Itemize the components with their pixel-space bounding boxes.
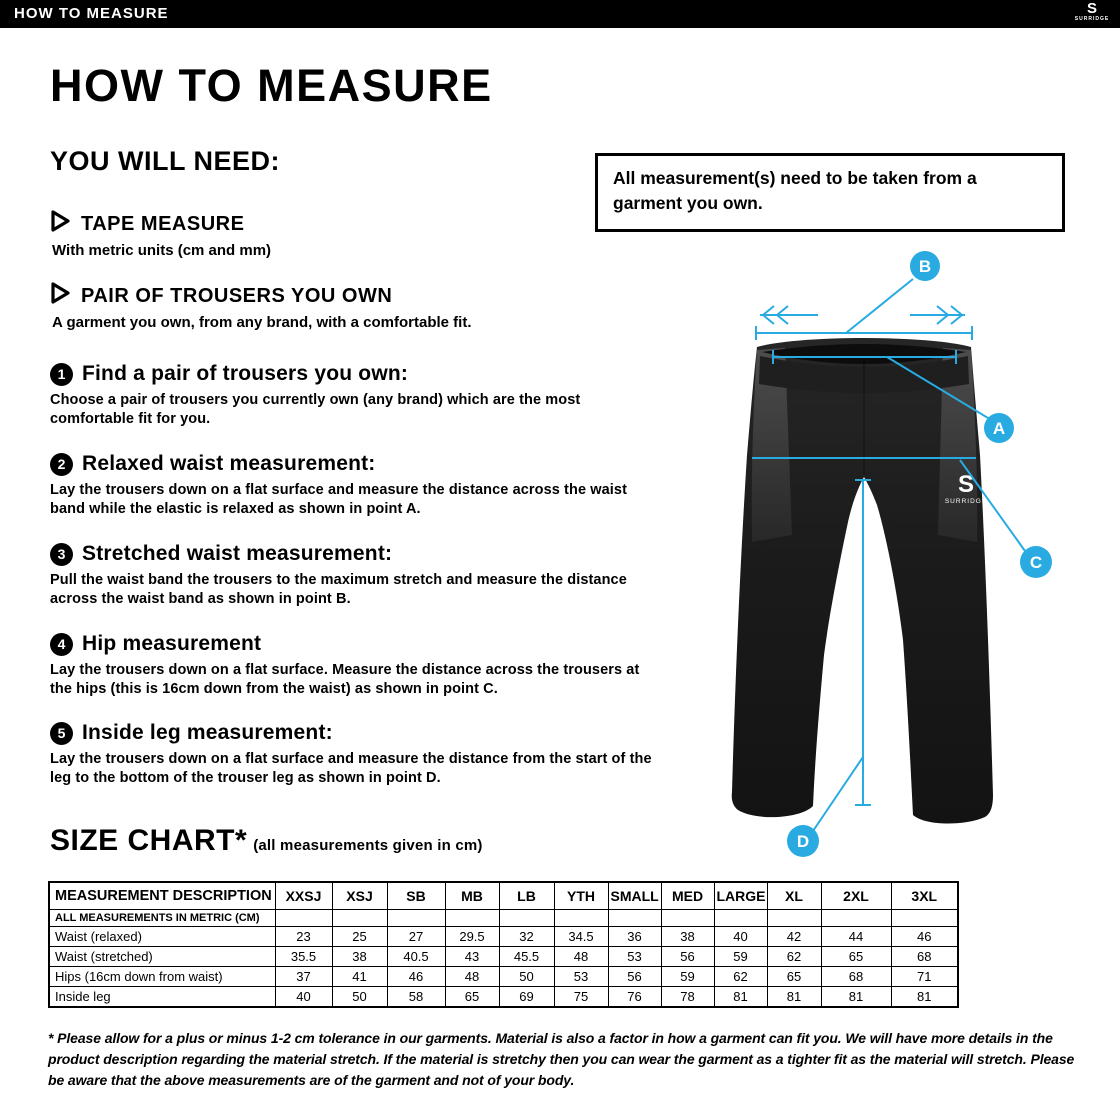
need-item-note: A garment you own, from any brand, with a comfortable fit.: [52, 314, 472, 331]
garment-surridge-s-icon: S: [957, 471, 975, 498]
value-cell: 25: [332, 927, 387, 947]
value-cell: 68: [891, 947, 958, 967]
row-label-cell: Hips (16cm down from waist): [49, 967, 275, 987]
empty-cell: [499, 910, 554, 927]
step-body: Lay the trousers down on a flat surface. Measure the distance across the trousers at the hips (this is 16cm down from the waist) as shown in point C.: [50, 662, 640, 698]
triangle-bullet-icon: [50, 209, 71, 239]
value-cell: 59: [714, 947, 767, 967]
size-chart-body: [49, 910, 958, 1008]
size-chart-subtitle: (all measurements given in cm): [253, 837, 483, 854]
value-cell: 40: [275, 987, 332, 1008]
column-header: MED: [661, 882, 714, 910]
trousers-diagram-svg: [690, 230, 1110, 870]
step-number-badge: 3: [50, 543, 73, 566]
value-cell: 62: [767, 947, 821, 967]
empty-cell: [891, 910, 958, 927]
column-header: XXSJ: [275, 882, 332, 910]
value-cell: 27: [387, 927, 445, 947]
step-3: [50, 542, 654, 610]
step-body: Choose a pair of trousers you currently own (any brand) which are the most comfortable fit for you.: [50, 392, 581, 428]
step-number-badge: 2: [50, 453, 73, 476]
column-header: YTH: [554, 882, 608, 910]
you-will-need-heading: YOU WILL NEED:: [50, 146, 281, 176]
value-cell: 34.5: [554, 927, 608, 947]
value-cell: 62: [714, 967, 767, 987]
value-cell: 65: [767, 967, 821, 987]
value-cell: 43: [445, 947, 499, 967]
empty-cell: [275, 910, 332, 927]
surridge-logo-text: SURRIDGE: [1074, 16, 1110, 22]
need-item-trousers: [50, 281, 650, 331]
value-cell: 44: [821, 927, 891, 947]
table-row: [49, 967, 958, 987]
value-cell: 42: [767, 927, 821, 947]
point-a-label: A: [992, 419, 1006, 438]
value-cell: 65: [445, 987, 499, 1008]
value-cell: 50: [332, 987, 387, 1008]
need-item-label: TAPE MEASURE: [81, 212, 245, 235]
point-d-label: D: [796, 832, 810, 851]
value-cell: 59: [661, 967, 714, 987]
value-cell: 65: [821, 947, 891, 967]
value-cell: 75: [554, 987, 608, 1008]
empty-cell: [767, 910, 821, 927]
step-title: Find a pair of trousers you own:: [82, 362, 409, 385]
step-number-badge: 1: [50, 363, 73, 386]
value-cell: 29.5: [445, 927, 499, 947]
value-cell: 53: [608, 947, 661, 967]
need-item-label: PAIR OF TROUSERS YOU OWN: [81, 284, 393, 307]
value-cell: 46: [891, 927, 958, 947]
size-chart-heading: [50, 824, 483, 858]
tolerance-footnote: * Please allow for a plus or minus 1-2 cm tolerance in our garments. Material is also a factor in how a garment can fit you. We will have more details in the product description regarding the material stretch. If the material is stretchy then you can wear the garment as a tighter fit as the material will stretch. Please be aware that the above measurements are of the garment and not of your body.: [48, 1030, 1075, 1088]
value-cell: 41: [332, 967, 387, 987]
metric-note-cell: ALL MEASUREMENTS IN METRIC (CM): [49, 910, 275, 927]
value-cell: 36: [608, 927, 661, 947]
empty-cell: [387, 910, 445, 927]
column-header: MEASUREMENT DESCRIPTION: [49, 882, 275, 910]
size-chart-header-row: [49, 882, 958, 910]
value-cell: 69: [499, 987, 554, 1008]
surridge-s-icon: S: [1086, 0, 1097, 17]
value-cell: 40: [714, 927, 767, 947]
step-2: [50, 452, 654, 520]
empty-cell: [661, 910, 714, 927]
value-cell: 48: [445, 967, 499, 987]
value-cell: 76: [608, 987, 661, 1008]
need-item-note: With metric units (cm and mm): [52, 242, 272, 259]
empty-cell: [554, 910, 608, 927]
value-cell: 50: [499, 967, 554, 987]
value-cell: 56: [661, 947, 714, 967]
empty-cell: [608, 910, 661, 927]
value-cell: 38: [661, 927, 714, 947]
top-bar-title: HOW TO MEASURE: [14, 5, 169, 22]
step-body: Lay the trousers down on a flat surface and measure the distance from the start of the leg to the bottom of the trouser leg as shown in point D.: [50, 751, 652, 787]
column-header: XL: [767, 882, 821, 910]
value-cell: 37: [275, 967, 332, 987]
step-title: Inside leg measurement:: [82, 721, 333, 744]
empty-cell: [445, 910, 499, 927]
metric-note-row: [49, 910, 958, 927]
value-cell: 58: [387, 987, 445, 1008]
point-c-label: C: [1029, 553, 1043, 572]
value-cell: 81: [821, 987, 891, 1008]
value-cell: 78: [661, 987, 714, 1008]
size-chart-title: SIZE CHART*: [50, 824, 248, 857]
surridge-logo: [1071, 1, 1113, 23]
empty-cell: [332, 910, 387, 927]
column-header: LARGE: [714, 882, 767, 910]
size-chart-table: [48, 881, 959, 1008]
column-header: SB: [387, 882, 445, 910]
value-cell: 48: [554, 947, 608, 967]
step-4: [50, 632, 654, 700]
value-cell: 40.5: [387, 947, 445, 967]
row-label-cell: Waist (relaxed): [49, 927, 275, 947]
column-header: XSJ: [332, 882, 387, 910]
top-bar: [0, 0, 1120, 28]
table-row: [49, 947, 958, 967]
garment-surridge-text: SURRIDGE: [944, 498, 988, 505]
step-title: Relaxed waist measurement:: [82, 452, 376, 475]
value-cell: 81: [767, 987, 821, 1008]
value-cell: 53: [554, 967, 608, 987]
row-label-cell: Inside leg: [49, 987, 275, 1008]
need-item-tape-measure: [50, 209, 650, 259]
value-cell: 38: [332, 947, 387, 967]
value-cell: 81: [714, 987, 767, 1008]
column-header: LB: [499, 882, 554, 910]
value-cell: 23: [275, 927, 332, 947]
step-title: Stretched waist measurement:: [82, 542, 393, 565]
step-1: [50, 362, 654, 430]
step-body: Lay the trousers down on a flat surface and measure the distance across the waist band while the elastic is relaxed as shown in point A.: [50, 482, 627, 518]
value-cell: 46: [387, 967, 445, 987]
empty-cell: [714, 910, 767, 927]
point-b-label: B: [918, 257, 932, 276]
empty-cell: [821, 910, 891, 927]
value-cell: 35.5: [275, 947, 332, 967]
value-cell: 81: [891, 987, 958, 1008]
trousers-measurement-diagram: [690, 230, 1110, 870]
value-cell: 45.5: [499, 947, 554, 967]
column-header: MB: [445, 882, 499, 910]
triangle-bullet-icon: [50, 281, 71, 311]
column-header: SMALL: [608, 882, 661, 910]
step-title: Hip measurement: [82, 632, 262, 655]
value-cell: 68: [821, 967, 891, 987]
column-header: 3XL: [891, 882, 958, 910]
column-header: 2XL: [821, 882, 891, 910]
value-cell: 32: [499, 927, 554, 947]
measurement-note-box: All measurement(s) need to be taken from a garment you own.: [595, 153, 1065, 232]
row-label-cell: Waist (stretched): [49, 947, 275, 967]
table-row: [49, 927, 958, 947]
step-number-badge: 5: [50, 722, 73, 745]
value-cell: 71: [891, 967, 958, 987]
step-body: Pull the waist band the trousers to the maximum stretch and measure the distance across the waist band as shown in point B.: [50, 572, 627, 608]
step-5: [50, 721, 654, 789]
step-number-badge: 4: [50, 633, 73, 656]
value-cell: 56: [608, 967, 661, 987]
table-row: [49, 987, 958, 1008]
page-title: HOW TO MEASURE: [50, 60, 493, 111]
